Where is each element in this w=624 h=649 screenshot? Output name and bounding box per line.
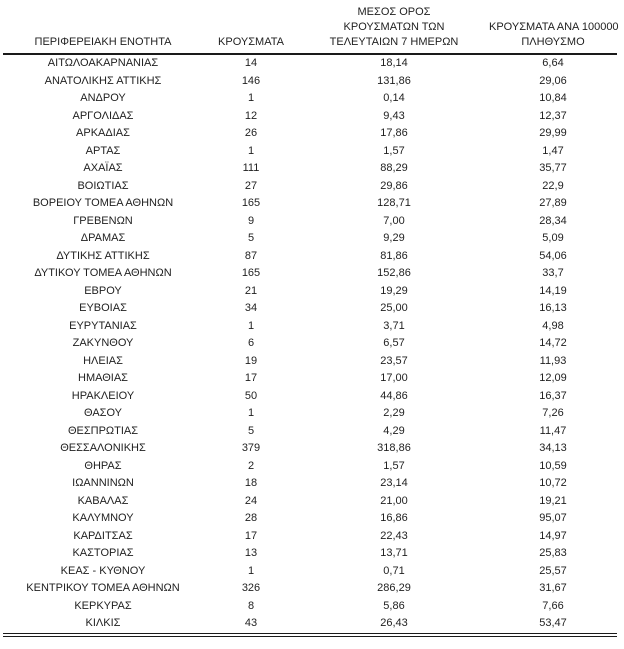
table-row <box>3 475 617 493</box>
table-row <box>3 545 617 563</box>
table-row <box>3 510 617 528</box>
avg-7day-cell: 5,86 <box>383 599 405 612</box>
avg-7day-cell: 1,57 <box>383 459 405 472</box>
avg-7day-cell: 13,71 <box>380 547 408 559</box>
avg-7day-cell: 17,00 <box>380 372 408 384</box>
cases-cell: 87 <box>244 249 258 262</box>
cases-cell: 146 <box>241 74 261 87</box>
table-row <box>3 265 617 283</box>
cases-cell: 9 <box>247 214 255 227</box>
avg-7day-cell: 7,00 <box>383 214 405 227</box>
avg-7day-cell: 4,29 <box>383 424 405 437</box>
region-cell: ΑΡΓΟΛΙΔΑΣ <box>72 109 134 122</box>
avg-7day-cell: 0,14 <box>383 92 405 104</box>
table-row <box>3 423 617 441</box>
table-row <box>3 248 617 266</box>
avg-7day-cell: 286,29 <box>377 582 411 594</box>
column-header-cases <box>203 5 299 54</box>
column-header-avg_cases_last_7_days-line: ΤΕΛΕΥΤΑΙΩΝ 7 ΗΜΕΡΩΝ <box>329 36 459 48</box>
avg-7day-cell: 6,57 <box>383 337 405 349</box>
table-row <box>3 90 617 108</box>
table-header-row <box>3 5 617 54</box>
table-row <box>3 493 617 511</box>
per-100k-cell: 7,26 <box>542 407 564 419</box>
per-100k-cell: 31,67 <box>539 582 567 594</box>
table-row <box>3 405 617 423</box>
per-100k-cell: 10,59 <box>539 459 567 472</box>
cases-cell: 6 <box>247 337 255 349</box>
per-100k-cell: 95,07 <box>539 512 567 524</box>
region-cell: ΚΑΡΔΙΤΣΑΣ <box>73 529 133 542</box>
avg-7day-cell: 22,43 <box>380 529 408 542</box>
avg-7day-cell: 318,86 <box>377 442 411 454</box>
region-cell: ΙΩΑΝΝΙΝΩΝ <box>72 477 134 489</box>
table-row <box>3 195 617 213</box>
avg-7day-cell: 9,29 <box>383 232 405 244</box>
per-100k-cell: 34,13 <box>539 442 567 454</box>
region-cell: ΑΧΑΪΑΣ <box>83 162 123 174</box>
per-100k-cell: 1,47 <box>542 144 564 157</box>
region-cell: ΗΜΑΘΙΑΣ <box>78 372 128 384</box>
region-cell: ΑΝΔΡΟΥ <box>80 92 126 104</box>
cases-cell: 17 <box>244 529 258 542</box>
regional-cases-table <box>3 5 617 637</box>
cases-cell: 43 <box>244 617 258 629</box>
table-header <box>3 5 617 54</box>
region-cell: ΖΑΚΥΝΘΟΥ <box>72 337 134 349</box>
region-cell: ΚΙΛΚΙΣ <box>85 617 121 629</box>
avg-7day-cell: 0,71 <box>383 564 405 577</box>
cases-cell: 19 <box>244 354 258 367</box>
cases-cell: 326 <box>241 582 261 594</box>
avg-7day-cell: 131,86 <box>377 74 411 87</box>
per-100k-cell: 10,84 <box>539 92 567 104</box>
region-cell: ΚΑΒΑΛΑΣ <box>77 494 129 507</box>
table-row <box>3 388 617 406</box>
region-cell: ΑΝΑΤΟΛΙΚΗΣ ΑΤΤΙΚΗΣ <box>44 74 162 87</box>
cases-cell: 1 <box>247 407 255 419</box>
region-cell: ΒΟΙΩΤΙΑΣ <box>77 179 129 192</box>
per-100k-cell: 53,47 <box>539 617 567 629</box>
cases-cell: 24 <box>244 494 258 507</box>
region-cell: ΚΕΑΣ - ΚΥΘΝΟΥ <box>60 564 146 577</box>
region-cell: ΘΗΡΑΣ <box>84 459 122 472</box>
region-cell: ΘΕΣΠΡΩΤΙΑΣ <box>67 424 139 437</box>
cases-cell: 50 <box>244 389 258 402</box>
per-100k-cell: 54,06 <box>539 249 567 262</box>
column-header-cases_per_100000 <box>489 5 617 54</box>
per-100k-cell: 12,37 <box>539 109 567 122</box>
avg-7day-cell: 2,29 <box>383 407 405 419</box>
table-row <box>3 580 617 598</box>
region-cell: ΔΥΤΙΚΟΥ ΤΟΜΕΑ ΑΘΗΝΩΝ <box>34 267 172 279</box>
per-100k-cell: 5,09 <box>542 232 564 244</box>
avg-7day-cell: 9,43 <box>383 109 405 122</box>
region-cell: ΔΡΑΜΑΣ <box>80 232 126 244</box>
column-header-region-line: ΠΕΡΙΦΕΡΕΙΑΚΗ ΕΝΟΤΗΤΑ <box>34 36 172 48</box>
table-row <box>3 300 617 318</box>
cases-cell: 34 <box>244 302 258 314</box>
per-100k-cell: 22,9 <box>542 179 564 192</box>
table-row <box>3 598 617 616</box>
region-cell: ΑΙΤΩΛΟΑΚΑΡΝΑΝΙΑΣ <box>47 57 159 69</box>
cases-cell: 21 <box>244 284 258 297</box>
table-row <box>3 230 617 248</box>
avg-7day-cell: 16,86 <box>380 512 408 524</box>
cases-cell: 26 <box>244 127 258 139</box>
per-100k-cell: 10,72 <box>539 477 567 489</box>
per-100k-cell: 16,37 <box>539 389 567 402</box>
per-100k-cell: 25,57 <box>539 564 567 577</box>
region-cell: ΚΕΝΤΡΙΚΟΥ ΤΟΜΕΑ ΑΘΗΝΩΝ <box>26 582 180 594</box>
table-row <box>3 528 617 546</box>
table-row <box>3 615 617 635</box>
avg-7day-cell: 17,86 <box>380 127 408 139</box>
per-100k-cell: 14,72 <box>539 337 567 349</box>
per-100k-cell: 4,98 <box>542 319 564 332</box>
table-row <box>3 143 617 161</box>
per-100k-cell: 14,19 <box>539 284 567 297</box>
avg-7day-cell: 23,57 <box>380 354 408 367</box>
per-100k-cell: 25,83 <box>539 547 567 559</box>
column-header-region <box>3 5 203 54</box>
table-row <box>3 353 617 371</box>
per-100k-cell: 29,06 <box>539 74 567 87</box>
column-header-avg_cases_last_7_days <box>299 5 489 54</box>
per-100k-cell: 14,97 <box>539 529 567 542</box>
cases-cell: 14 <box>244 57 258 69</box>
per-100k-cell: 28,34 <box>539 214 567 227</box>
avg-7day-cell: 23,14 <box>380 477 408 489</box>
column-header-avg_cases_last_7_days-line: ΚΡΟΥΣΜΑΤΩΝ ΤΩΝ <box>343 21 445 33</box>
cases-cell: 2 <box>247 459 255 472</box>
table-row <box>3 440 617 458</box>
per-100k-cell: 27,89 <box>539 197 567 209</box>
cases-cell: 5 <box>247 232 255 244</box>
per-100k-cell: 29,99 <box>539 127 567 139</box>
cases-cell: 12 <box>244 109 258 122</box>
table-row <box>3 73 617 91</box>
table-row <box>3 178 617 196</box>
avg-7day-cell: 81,86 <box>380 249 408 262</box>
table-row <box>3 54 617 73</box>
table-row <box>3 125 617 143</box>
per-100k-cell: 35,77 <box>539 162 567 174</box>
per-100k-cell: 33,7 <box>542 267 564 279</box>
table-row <box>3 213 617 231</box>
avg-7day-cell: 1,57 <box>383 144 405 157</box>
cases-cell: 165 <box>241 197 261 209</box>
cases-cell: 5 <box>247 424 255 437</box>
per-100k-cell: 7,66 <box>542 599 564 612</box>
avg-7day-cell: 19,29 <box>380 284 408 297</box>
avg-7day-cell: 29,86 <box>380 179 408 192</box>
avg-7day-cell: 18,14 <box>380 57 408 69</box>
region-cell: ΓΡΕΒΕΝΩΝ <box>73 214 133 227</box>
region-cell: ΑΡΤΑΣ <box>85 144 121 157</box>
region-cell: ΘΑΣΟΥ <box>83 407 123 419</box>
region-cell: ΑΡΚΑΔΙΑΣ <box>76 127 130 139</box>
cases-cell: 13 <box>244 547 258 559</box>
table-row <box>3 160 617 178</box>
per-100k-cell: 11,47 <box>539 424 567 437</box>
per-100k-cell: 6,64 <box>542 57 564 69</box>
avg-7day-cell: 21,00 <box>380 494 408 507</box>
avg-7day-cell: 3,71 <box>383 319 405 332</box>
cases-cell: 165 <box>241 267 261 279</box>
column-header-cases-line: ΚΡΟΥΣΜΑΤΑ <box>218 36 284 48</box>
region-cell: ΗΛΕΙΑΣ <box>83 354 123 367</box>
region-cell: ΕΥΡΥΤΑΝΙΑΣ <box>69 319 137 332</box>
avg-7day-cell: 128,71 <box>377 197 411 209</box>
table-body <box>3 54 617 635</box>
region-cell: ΕΒΡΟΥ <box>84 284 122 297</box>
avg-7day-cell: 26,43 <box>380 617 408 629</box>
cases-cell: 1 <box>247 144 255 157</box>
table-row <box>3 318 617 336</box>
per-100k-cell: 11,93 <box>539 354 567 367</box>
column-header-avg_cases_last_7_days-line: ΜΕΣΟΣ ΟΡΟΣ <box>357 6 431 18</box>
region-cell: ΘΕΣΣΑΛΟΝΙΚΗΣ <box>60 442 146 454</box>
table-row <box>3 335 617 353</box>
region-cell: ΚΑΛΥΜΝΟΥ <box>72 512 134 524</box>
cases-cell: 28 <box>244 512 258 524</box>
regional-cases-table-container <box>3 5 617 637</box>
cases-cell: 17 <box>244 372 258 384</box>
cases-cell: 27 <box>244 179 258 192</box>
table-row <box>3 370 617 388</box>
avg-7day-cell: 44,86 <box>380 389 408 402</box>
table-row <box>3 108 617 126</box>
cases-cell: 18 <box>244 477 258 489</box>
cases-cell: 379 <box>241 442 261 454</box>
table-row <box>3 458 617 476</box>
region-cell: ΕΥΒΟΙΑΣ <box>79 302 127 314</box>
per-100k-cell: 19,21 <box>539 494 567 507</box>
cases-cell: 8 <box>247 599 255 612</box>
column-header-cases_per_100000-line: ΠΛΗΘΥΣΜΟ <box>521 36 585 48</box>
per-100k-cell: 12,09 <box>539 372 567 384</box>
column-header-cases_per_100000-line: ΚΡΟΥΣΜΑΤΑ ΑΝΑ 100000 <box>489 21 619 33</box>
avg-7day-cell: 25,00 <box>380 302 408 314</box>
cases-cell: 1 <box>247 92 255 104</box>
region-cell: ΚΑΣΤΟΡΙΑΣ <box>72 547 134 559</box>
per-100k-cell: 16,13 <box>539 302 567 314</box>
region-cell: ΗΡΑΚΛΕΙΟΥ <box>71 389 135 402</box>
table-row <box>3 283 617 301</box>
table-row <box>3 563 617 581</box>
cases-cell: 111 <box>242 162 260 174</box>
region-cell: ΒΟΡΕΙΟΥ ΤΟΜΕΑ ΑΘΗΝΩΝ <box>32 197 174 209</box>
region-cell: ΚΕΡΚΥΡΑΣ <box>74 599 132 612</box>
region-cell: ΔΥΤΙΚΗΣ ΑΤΤΙΚΗΣ <box>56 249 150 262</box>
avg-7day-cell: 152,86 <box>377 267 411 279</box>
cases-cell: 1 <box>247 319 255 332</box>
avg-7day-cell: 88,29 <box>380 162 408 174</box>
cases-cell: 1 <box>247 564 255 577</box>
